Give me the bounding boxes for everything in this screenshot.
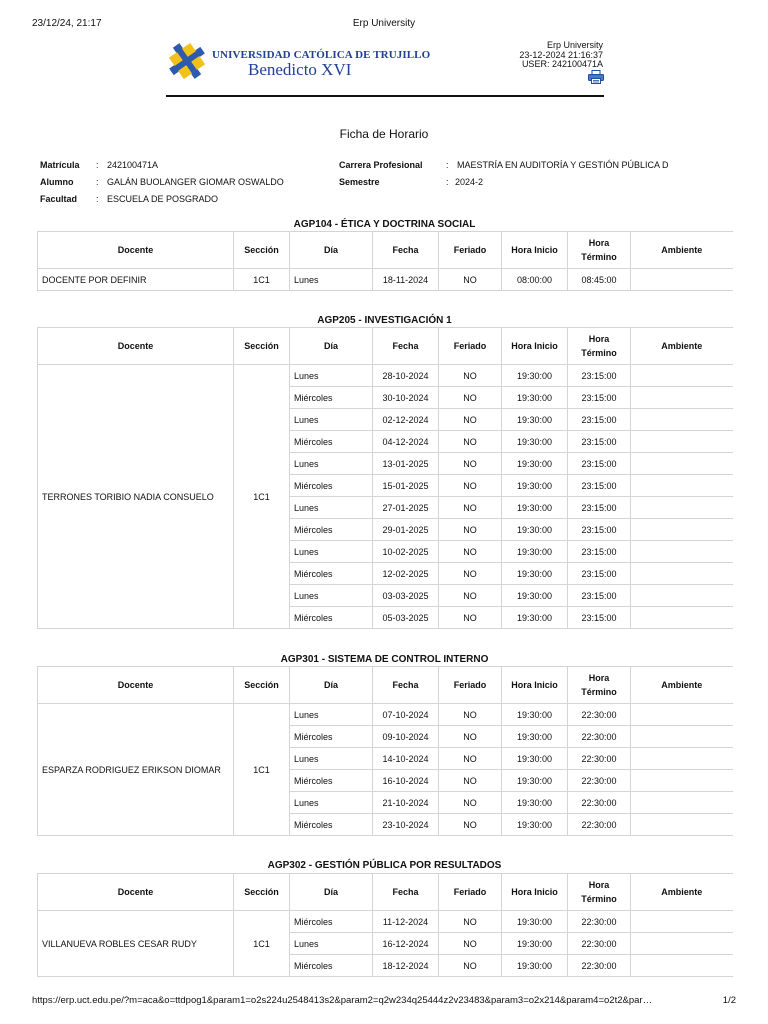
dia-cell: Lunes (290, 585, 373, 607)
ambiente-cell (631, 607, 733, 629)
hora-termino-cell: 22:30:00 (568, 770, 631, 792)
feriado-cell: NO (439, 269, 502, 291)
hora-inicio-cell: 19:30:00 (502, 497, 568, 519)
feriado-cell: NO (439, 409, 502, 431)
hora-inicio-cell: 19:30:00 (502, 704, 568, 726)
header-seccion: Sección (234, 874, 290, 911)
hora-termino-cell: 23:15:00 (568, 387, 631, 409)
table-row (38, 365, 733, 387)
hora-termino-cell: 22:30:00 (568, 726, 631, 748)
header-ambiente: Ambiente (631, 667, 733, 704)
hora-inicio-cell: 19:30:00 (502, 792, 568, 814)
facultad-label: Facultad (40, 194, 78, 204)
header-hora-inicio: Hora Inicio (502, 328, 568, 365)
semestre-value: 2024-2 (455, 177, 484, 187)
header-docente: Docente (38, 328, 234, 365)
header-seccion: Sección (234, 667, 290, 704)
colon: : (446, 160, 449, 170)
dia-cell: Miércoles (290, 955, 373, 977)
course-title: AGP205 - INVESTIGACIÓN 1 (317, 315, 452, 326)
header-hora-termino-line1: Hora (588, 334, 610, 344)
hora-inicio-cell: 19:30:00 (502, 748, 568, 770)
fecha-cell: 10-02-2025 (373, 541, 439, 563)
dia-cell: Lunes (290, 453, 373, 475)
colon: : (96, 160, 99, 170)
hora-termino-cell: 22:30:00 (568, 704, 631, 726)
feriado-cell: NO (439, 563, 502, 585)
hora-termino-cell: 23:15:00 (568, 563, 631, 585)
feriado-cell: NO (439, 431, 502, 453)
feriado-cell: NO (439, 955, 502, 977)
fecha-cell: 09-10-2024 (373, 726, 439, 748)
dia-cell: Miércoles (290, 814, 373, 836)
fecha-cell: 28-10-2024 (373, 365, 439, 387)
hora-inicio-cell: 19:30:00 (502, 563, 568, 585)
header-hora-termino (568, 328, 631, 365)
dia-cell: Miércoles (290, 770, 373, 792)
table-header-row (38, 874, 733, 911)
ambiente-cell (631, 933, 733, 955)
header-feriado: Feriado (439, 232, 502, 269)
ambiente-cell (631, 431, 733, 453)
course-title: AGP301 - SISTEMA DE CONTROL INTERNO (280, 654, 489, 665)
fecha-cell: 05-03-2025 (373, 607, 439, 629)
ambiente-cell (631, 387, 733, 409)
hora-inicio-cell: 19:30:00 (502, 814, 568, 836)
dia-cell: Lunes (290, 748, 373, 770)
feriado-cell: NO (439, 911, 502, 933)
hora-termino-cell: 23:15:00 (568, 519, 631, 541)
dia-cell: Miércoles (290, 607, 373, 629)
ambiente-cell (631, 519, 733, 541)
dia-cell: Miércoles (290, 431, 373, 453)
header-ambiente: Ambiente (631, 232, 733, 269)
schedule-table (37, 873, 733, 977)
schedule-table (37, 666, 733, 836)
table-header-row (38, 667, 733, 704)
header-hora-termino-line1: Hora (588, 238, 610, 248)
header-ambiente: Ambiente (631, 874, 733, 911)
dia-cell: Lunes (290, 497, 373, 519)
seccion-cell: 1C1 (234, 704, 290, 836)
feriado-cell: NO (439, 933, 502, 955)
dia-cell: Lunes (290, 365, 373, 387)
hora-inicio-cell: 19:30:00 (502, 607, 568, 629)
header-hora-termino-line2: Término (581, 348, 617, 358)
seccion-cell: 1C1 (234, 269, 290, 291)
hora-termino-cell: 23:15:00 (568, 607, 631, 629)
hora-inicio-cell: 19:30:00 (502, 911, 568, 933)
feriado-cell: NO (439, 585, 502, 607)
header-ambiente: Ambiente (631, 328, 733, 365)
print-footer (32, 995, 736, 1007)
hora-inicio-cell: 19:30:00 (502, 585, 568, 607)
ambiente-cell (631, 365, 733, 387)
feriado-cell: NO (439, 519, 502, 541)
feriado-cell: NO (439, 365, 502, 387)
header-docente: Docente (38, 667, 234, 704)
header-hora-termino (568, 874, 631, 911)
fecha-cell: 27-01-2025 (373, 497, 439, 519)
hora-termino-cell: 23:15:00 (568, 541, 631, 563)
print-page-title: Erp University (352, 18, 416, 29)
ambiente-cell (631, 409, 733, 431)
ambiente-cell (631, 792, 733, 814)
header-hora-termino (568, 667, 631, 704)
dia-cell: Lunes (290, 792, 373, 814)
page-url: https://erp.uct.edu.pe/?m=aca&o=ttdpog1&param1=o2s224u2548413s2&param2=q2w234q25444z2v23483&param3=o2x214&param4=o2t2&par… (32, 995, 653, 1006)
seccion-cell: 1C1 (234, 365, 290, 629)
header-dia: Día (290, 874, 373, 911)
dia-cell: Lunes (290, 269, 373, 291)
ambiente-cell (631, 585, 733, 607)
fecha-cell: 16-12-2024 (373, 933, 439, 955)
hora-termino-cell: 22:30:00 (568, 933, 631, 955)
dia-cell: Miércoles (290, 475, 373, 497)
header-hora-inicio: Hora Inicio (502, 232, 568, 269)
hora-termino-cell: 23:15:00 (568, 365, 631, 387)
feriado-cell: NO (439, 748, 502, 770)
dia-cell: Lunes (290, 541, 373, 563)
hora-termino-cell: 23:15:00 (568, 409, 631, 431)
header-hora-termino-line2: Término (581, 687, 617, 697)
fecha-cell: 15-01-2025 (373, 475, 439, 497)
feriado-cell: NO (439, 726, 502, 748)
header-seccion: Sección (234, 328, 290, 365)
feriado-cell: NO (439, 704, 502, 726)
matricula-value: 242100471A (107, 160, 159, 170)
fecha-cell: 29-01-2025 (373, 519, 439, 541)
header-hora-inicio: Hora Inicio (502, 667, 568, 704)
colon: : (96, 177, 99, 187)
schedule-table (37, 231, 733, 291)
header-feriado: Feriado (439, 874, 502, 911)
semestre-label: Semestre (339, 177, 380, 187)
fecha-cell: 30-10-2024 (373, 387, 439, 409)
hora-termino-cell: 22:30:00 (568, 814, 631, 836)
table-row (38, 269, 733, 291)
colon: : (446, 177, 449, 187)
header-hora-termino-line1: Hora (588, 880, 610, 890)
print-date: 23/12/24, 21:17 (32, 18, 102, 29)
ambiente-cell (631, 541, 733, 563)
fecha-cell: 02-12-2024 (373, 409, 439, 431)
seccion-cell: 1C1 (234, 911, 290, 977)
header-fecha: Fecha (373, 667, 439, 704)
hora-termino-cell: 22:30:00 (568, 792, 631, 814)
course-title: AGP302 - GESTIÓN PÚBLICA POR RESULTADOS (267, 860, 502, 871)
header-dia: Día (290, 232, 373, 269)
header-fecha: Fecha (373, 232, 439, 269)
header-hora-termino (568, 232, 631, 269)
fecha-cell: 18-12-2024 (373, 955, 439, 977)
table-header-row (38, 232, 733, 269)
carrera-value: MAESTRÍA EN AUDITORÍA Y GESTIÓN PÚBLICA D (457, 160, 669, 170)
feriado-cell: NO (439, 541, 502, 563)
alumno-value: GALÁN BUOLANGER GIOMAR OSWALDO (107, 177, 284, 187)
hora-termino-cell: 08:45:00 (568, 269, 631, 291)
ambiente-cell (631, 770, 733, 792)
dia-cell: Lunes (290, 409, 373, 431)
ambiente-cell (631, 269, 733, 291)
feriado-cell: NO (439, 387, 502, 409)
hora-inicio-cell: 19:30:00 (502, 431, 568, 453)
header-feriado: Feriado (439, 667, 502, 704)
hora-inicio-cell: 19:30:00 (502, 519, 568, 541)
header-hora-termino-line1: Hora (588, 673, 610, 683)
table-header-row (38, 328, 733, 365)
fecha-cell: 03-03-2025 (373, 585, 439, 607)
feriado-cell: NO (439, 475, 502, 497)
matricula-label: Matrícula (40, 160, 80, 170)
dia-cell: Miércoles (290, 563, 373, 585)
fecha-cell: 04-12-2024 (373, 431, 439, 453)
carrera-label: Carrera Profesional (339, 160, 423, 170)
header-dia: Día (290, 667, 373, 704)
docente-cell: DOCENTE POR DEFINIR (38, 269, 234, 291)
table-row (38, 911, 733, 933)
schedule-table (37, 327, 733, 629)
hora-inicio-cell: 19:30:00 (502, 475, 568, 497)
fecha-cell: 12-02-2025 (373, 563, 439, 585)
meta-app: Erp University (546, 40, 603, 50)
hora-inicio-cell: 19:30:00 (502, 541, 568, 563)
fecha-cell: 13-01-2025 (373, 453, 439, 475)
hora-termino-cell: 22:30:00 (568, 955, 631, 977)
docente-cell: VILLANUEVA ROBLES CESAR RUDY (38, 911, 234, 977)
dia-cell: Lunes (290, 704, 373, 726)
dia-cell: Miércoles (290, 726, 373, 748)
fecha-cell: 07-10-2024 (373, 704, 439, 726)
header-hora-termino-line2: Término (581, 252, 617, 262)
ambiente-cell (631, 748, 733, 770)
ambiente-cell (631, 911, 733, 933)
dia-cell: Miércoles (290, 519, 373, 541)
header-docente: Docente (38, 874, 234, 911)
meta-user: USER: 242100471A (521, 59, 603, 69)
hora-inicio-cell: 19:30:00 (502, 933, 568, 955)
alumno-label: Alumno (40, 177, 74, 187)
feriado-cell: NO (439, 453, 502, 475)
colon: : (96, 194, 99, 204)
dia-cell: Miércoles (290, 911, 373, 933)
page-number: 1/2 (722, 995, 736, 1006)
feriado-cell: NO (439, 770, 502, 792)
hora-termino-cell: 23:15:00 (568, 475, 631, 497)
hora-inicio-cell: 19:30:00 (502, 365, 568, 387)
table-row (38, 704, 733, 726)
header-dia: Día (290, 328, 373, 365)
fecha-cell: 18-11-2024 (373, 269, 439, 291)
feriado-cell: NO (439, 792, 502, 814)
header-fecha: Fecha (373, 874, 439, 911)
student-info (0, 0, 768, 210)
university-subname: Benedicto XVI (248, 60, 352, 79)
ambiente-cell (631, 814, 733, 836)
header-seccion: Sección (234, 232, 290, 269)
header-hora-termino-line2: Término (581, 894, 617, 904)
ambiente-cell (631, 955, 733, 977)
ambiente-cell (631, 726, 733, 748)
ambiente-cell (631, 475, 733, 497)
fecha-cell: 21-10-2024 (373, 792, 439, 814)
hora-inicio-cell: 08:00:00 (502, 269, 568, 291)
hora-termino-cell: 23:15:00 (568, 431, 631, 453)
docente-cell: ESPARZA RODRIGUEZ ERIKSON DIOMAR (38, 704, 234, 836)
dia-cell: Lunes (290, 933, 373, 955)
ambiente-cell (631, 704, 733, 726)
facultad-value: ESCUELA DE POSGRADO (107, 194, 219, 204)
ambiente-cell (631, 563, 733, 585)
feriado-cell: NO (439, 607, 502, 629)
header-fecha: Fecha (373, 328, 439, 365)
header-docente: Docente (38, 232, 234, 269)
hora-inicio-cell: 19:30:00 (502, 453, 568, 475)
feriado-cell: NO (439, 814, 502, 836)
course-title: AGP104 - ÉTICA Y DOCTRINA SOCIAL (293, 219, 476, 230)
fecha-cell: 16-10-2024 (373, 770, 439, 792)
university-name: UNIVERSIDAD CATÓLICA DE TRUJILLO (212, 49, 431, 61)
hora-inicio-cell: 19:30:00 (502, 726, 568, 748)
hora-inicio-cell: 19:30:00 (502, 770, 568, 792)
feriado-cell: NO (439, 497, 502, 519)
hora-termino-cell: 22:30:00 (568, 748, 631, 770)
hora-termino-cell: 23:15:00 (568, 497, 631, 519)
document-title: Ficha de Horario (339, 127, 429, 141)
meta-datetime: 23-12-2024 21:16:37 (519, 49, 603, 60)
fecha-cell: 11-12-2024 (373, 911, 439, 933)
header-hora-inicio: Hora Inicio (502, 874, 568, 911)
hora-termino-cell: 23:15:00 (568, 453, 631, 475)
ambiente-cell (631, 453, 733, 475)
hora-termino-cell: 22:30:00 (568, 911, 631, 933)
dia-cell: Miércoles (290, 387, 373, 409)
hora-inicio-cell: 19:30:00 (502, 955, 568, 977)
hora-inicio-cell: 19:30:00 (502, 387, 568, 409)
hora-termino-cell: 23:15:00 (568, 585, 631, 607)
header-feriado: Feriado (439, 328, 502, 365)
ambiente-cell (631, 497, 733, 519)
hora-inicio-cell: 19:30:00 (502, 409, 568, 431)
fecha-cell: 23-10-2024 (373, 814, 439, 836)
docente-cell: TERRONES TORIBIO NADIA CONSUELO (38, 365, 234, 629)
fecha-cell: 14-10-2024 (373, 748, 439, 770)
